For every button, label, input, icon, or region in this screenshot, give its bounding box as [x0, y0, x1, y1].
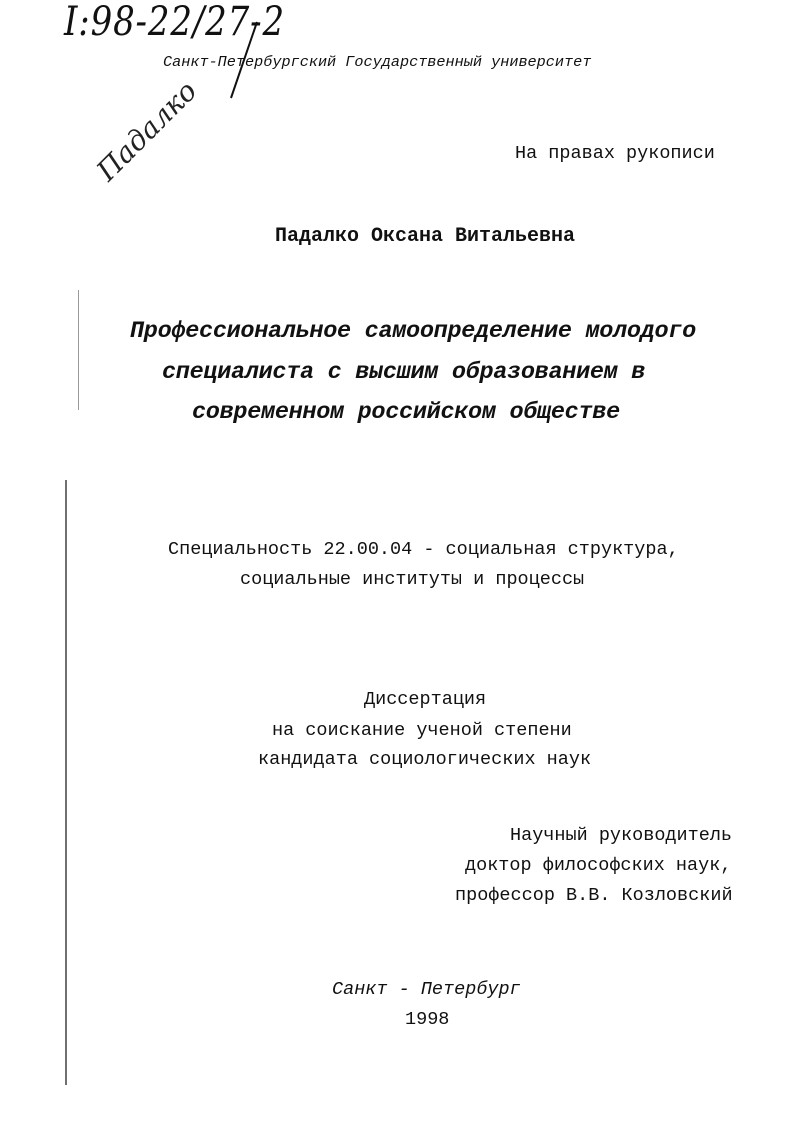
- degree-line: на соискание ученой степени: [272, 720, 572, 741]
- city: Санкт - Петербург: [332, 979, 521, 1000]
- degree-line: Диссертация: [364, 689, 487, 710]
- handwritten-signature: Падалко: [90, 74, 204, 188]
- degree-line: кандидата социологических наук: [258, 749, 592, 770]
- manuscript-note: На правах рукописи: [515, 143, 715, 164]
- title-line: специалиста с высшим образованием в: [162, 359, 646, 386]
- title-line: современном российском обществе: [192, 399, 620, 426]
- university-name: Санкт-Петербургский Государственный университет: [163, 53, 592, 71]
- supervisor-line: доктор философских наук,: [465, 855, 732, 876]
- margin-mark: [78, 290, 79, 410]
- title-line: Профессиональное самоопределение молодого: [130, 318, 696, 345]
- archive-stamp: I:98-22/27-2: [64, 0, 285, 45]
- year: 1998: [405, 1009, 450, 1030]
- margin-line: [65, 480, 67, 1085]
- specialty-line: Специальность 22.00.04 - социальная структура,: [168, 539, 679, 560]
- specialty-line: социальные институты и процессы: [240, 569, 585, 590]
- supervisor-line: Научный руководитель: [510, 825, 733, 846]
- author-name: Падалко Оксана Витальевна: [274, 225, 576, 248]
- supervisor-line: профессор В.В. Козловский: [455, 885, 733, 906]
